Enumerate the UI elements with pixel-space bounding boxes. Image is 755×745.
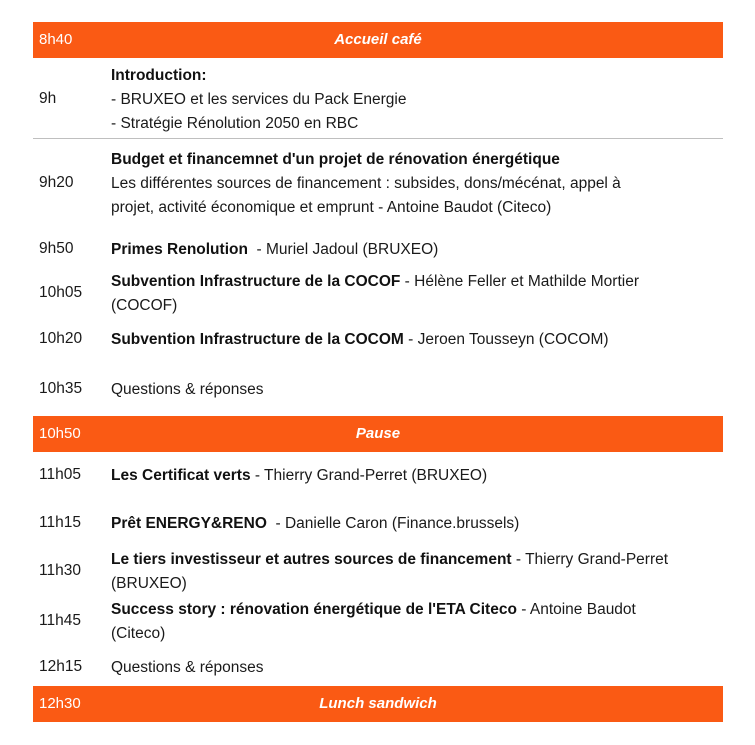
- session-title: Success story : rénovation énergétique de l'ETA Citeco: [111, 601, 517, 618]
- session-description: Les différentes sources de financement : subsides, dons/mécénat, appel à: [111, 175, 621, 192]
- session-item: - Stratégie Rénolution 2050 en RBC: [111, 115, 359, 132]
- session-questions-1: [33, 378, 723, 402]
- session-speaker: - Muriel Jadoul (BRUXEO): [247, 241, 439, 258]
- session-title: Introduction:: [111, 67, 207, 84]
- session-time: 9h50: [39, 240, 74, 257]
- session-primes: [33, 238, 723, 262]
- session-time: 11h15: [39, 514, 81, 531]
- session-text: Questions & réponses: [111, 659, 264, 676]
- session-time: 10h35: [39, 380, 83, 397]
- session-title: Budget et financemnet d'un projet de rénovation énergétique: [111, 151, 560, 168]
- session-cocom: [33, 328, 723, 352]
- session-questions-2: [33, 656, 723, 680]
- band-label: Lunch sandwich: [319, 695, 437, 712]
- band-label: Pause: [355, 425, 401, 442]
- session-success-story: [33, 598, 723, 646]
- session-title: Subvention Infrastructure de la COCOM: [111, 331, 404, 348]
- session-budget: [33, 148, 723, 222]
- band-pause: [33, 416, 723, 452]
- band-time: 10h50: [39, 425, 81, 442]
- session-description: projet, activité économique et emprunt - Antoine Baudot (Citeco): [111, 199, 552, 216]
- band-label: Accueil café: [334, 31, 422, 48]
- session-speaker: - Danielle Caron (Finance.brussels): [266, 515, 520, 532]
- session-time: 10h20: [39, 330, 83, 347]
- band-welcome: [33, 22, 723, 58]
- session-title: Les Certificat verts: [111, 467, 251, 484]
- band-time: 8h40: [39, 31, 73, 48]
- session-time: 11h30: [39, 562, 81, 579]
- session-item: - BRUXEO et les services du Pack Energie: [111, 91, 407, 108]
- session-time: 11h05: [39, 466, 81, 483]
- divider: [33, 138, 723, 139]
- band-time: 12h30: [39, 695, 81, 712]
- band-lunch: [33, 686, 723, 722]
- session-time: 9h20: [39, 174, 74, 191]
- session-title: Primes Renolution: [111, 241, 248, 258]
- session-cocof: [33, 270, 723, 318]
- session-speaker: (BRUXEO): [111, 575, 187, 592]
- session-speaker: (COCOF): [111, 297, 178, 314]
- session-speaker: - Hélène Feller et Mathilde Mortier: [400, 273, 639, 290]
- session-speaker: - Antoine Baudot: [516, 601, 636, 618]
- session-title: Prêt ENERGY&RENO: [111, 515, 267, 532]
- session-time: 12h15: [39, 658, 83, 675]
- session-speaker: (Citeco): [111, 625, 166, 642]
- session-tiers: [33, 548, 723, 596]
- session-time: 10h05: [39, 284, 83, 301]
- session-time: 9h: [39, 90, 57, 107]
- session-speaker: - Thierry Grand-Perret (BRUXEO): [250, 467, 488, 484]
- session-time: 11h45: [39, 612, 81, 629]
- session-title: Le tiers investisseur et autres sources de financement: [111, 551, 512, 568]
- session-text: Questions & réponses: [111, 381, 264, 398]
- session-certificat: [33, 464, 723, 488]
- session-title: Subvention Infrastructure de la COCOF: [111, 273, 401, 290]
- session-speaker: - Jeroen Tousseyn (COCOM): [403, 331, 609, 348]
- session-pret: [33, 512, 723, 536]
- session-speaker: - Thierry Grand-Perret: [511, 551, 669, 568]
- session-introduction: [33, 64, 723, 138]
